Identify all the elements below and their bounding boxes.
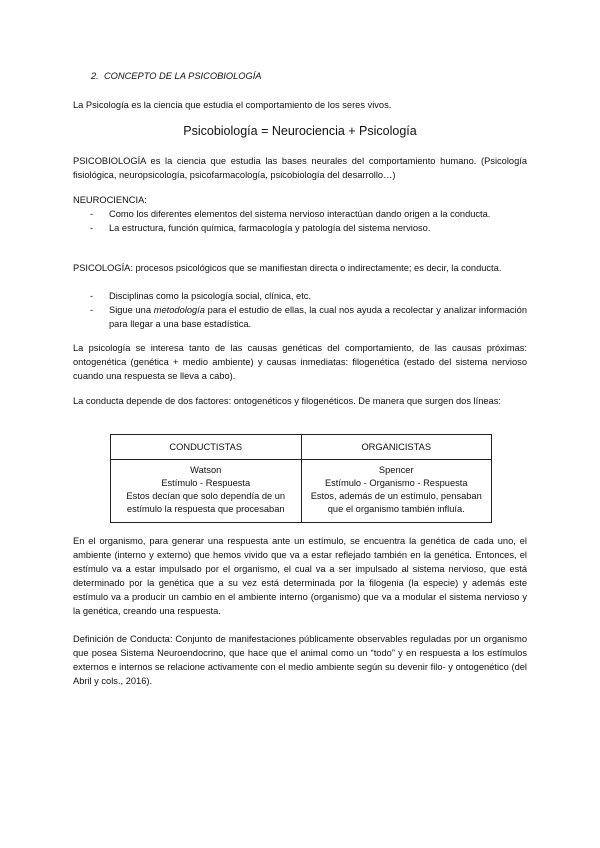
section-title: CONCEPTO DE LA PSICOBIOLOGÍA — [103, 71, 262, 81]
psicologia-definition: PSICOLOGÍA: procesos psicológicos que se manifiestan directa o indirectamente; es decir, la conducta. — [73, 263, 502, 273]
list-item: - Disciplinas como la psicología social, clínica, etc. — [90, 291, 312, 301]
formula: Psicobiología = Neurociencia + Psicología — [183, 124, 417, 138]
list-item: - Sigue una metodología para el estudio de ellas, la cual nos ayuda a recolectar y analizar información para llegar a una base estadística. — [90, 305, 527, 329]
cell-conductistas — [111, 460, 302, 523]
causas-paragraph: La psicología se interesa tanto de las causas genéticas del comportamiento, de las causas próximas: ontogenética (genética + medio ambiente) y causas inmediatas: filogenética (estado del sistema nervioso cuando una respuesta se lleva a cabo). — [73, 343, 527, 381]
cell-author: Watson — [190, 465, 222, 475]
definicion-paragraph: Definición de Conducta: Conjunto de manifestaciones públicamente observables reguladas por un organismo que posea Sistema Neuroendocrino, que hace que el animal como un “todo” y en respuesta a los estímulos externos e internos se relacione activamente con el medio ambiente según su devenir filo- y ontogenético (del Abril y cols., 2016). — [73, 634, 527, 686]
psicologia-list — [73, 289, 527, 331]
neurociencia-label: NEUROCIENCIA: — [73, 195, 147, 205]
metodologia-emphasis: metodología — [153, 305, 205, 315]
list-item: - Como los diferentes elementos del sistema nervioso interactúan dando origen a la conducta. — [90, 209, 491, 219]
intro-paragraph: La Psicología es la ciencia que estudia el comportamiento de los seres vivos. — [73, 100, 392, 110]
list-item: - La estructura, función química, farmacología y patología del sistema nervioso. — [90, 223, 431, 233]
header-organicistas: ORGANICISTAS — [301, 435, 492, 460]
neurociencia-list — [73, 207, 527, 235]
cell-description: Estos, además de un estímulo, pensaban que el organismo también influía. — [310, 491, 482, 514]
section-heading — [91, 71, 262, 81]
cell-organicistas — [301, 460, 492, 523]
cell-model: Estímulo - Respuesta — [161, 478, 251, 488]
psicobiologia-definition: PSICOBIOLOGÍA es la ciencia que estudia las bases neurales del comportamiento humano. (Psicología fisiológica, neuropsicología, psicofarmacología, psicobiología del desarrollo…) — [73, 156, 527, 180]
cell-description: Estos decían que solo dependía de un estímulo la respuesta que procesaban — [126, 491, 286, 514]
section-number: 2. — [91, 71, 99, 81]
cell-model: Estímulo - Organismo - Respuesta — [324, 478, 468, 488]
comparison-table — [110, 434, 492, 523]
header-conductistas: CONDUCTISTAS — [111, 435, 302, 460]
table-header-row — [111, 435, 492, 460]
table-row — [111, 460, 492, 523]
factores-paragraph: La conducta depende de dos factores: ontogenéticos y filogenéticos. De manera que surgen dos líneas: — [73, 396, 501, 406]
cell-author: Spencer — [378, 465, 414, 475]
organismo-paragraph: En el organismo, para generar una respuesta ante un estímulo, se encuentra la genética de cada uno, el ambiente (interno y externo) que hemos vivido que va a estar reflejado también en la genética. Entonces, el estímulo va a estar impulsado por el organismo, el cual va a ser impulsado al sistema nervioso, que está determinado por la genética que a su vez está determinada por la filogenia (la especie) y además este estímulo va a producir un cambio en el ambiente interno (organismo) que va a modular el sistema nervioso y la genética, creando una respuesta. — [73, 536, 527, 616]
